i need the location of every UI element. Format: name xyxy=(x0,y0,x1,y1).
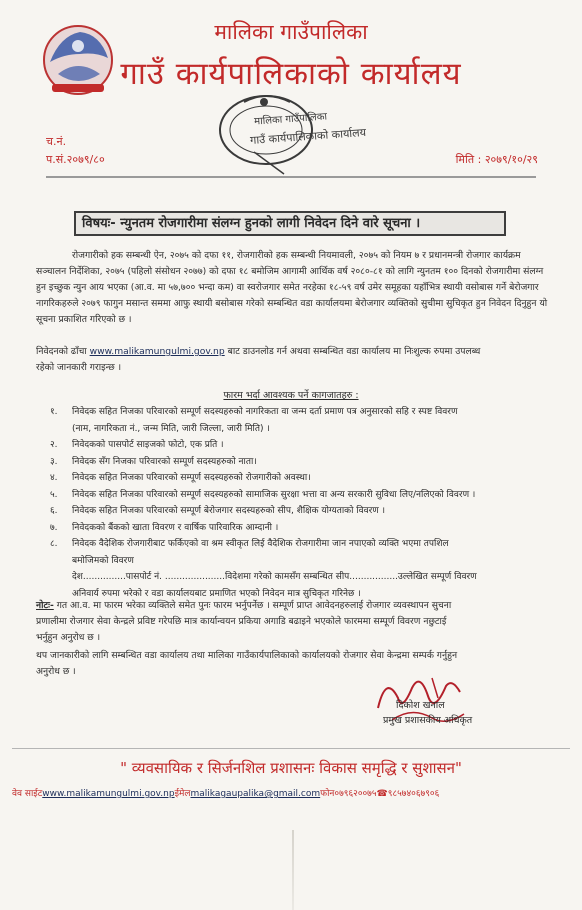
list-heading: फारम भर्दा आवश्यक पर्ने कागजातहरु : xyxy=(223,390,359,401)
note-line-1 xyxy=(36,598,451,614)
download-suffix: बाट डाउनलोड गर्न अथवा सम्बन्धित वडा कार्यालय मा निःशुल्क रुपमा उपलब्ध xyxy=(227,346,481,357)
footer-divider xyxy=(12,748,570,749)
website-label: वेव साईट xyxy=(12,789,43,799)
requirement-item xyxy=(50,454,546,471)
requirements-list xyxy=(50,404,546,602)
requirement-text: बमोजिमको विवरण xyxy=(72,555,134,566)
requirement-item xyxy=(50,437,546,454)
requirement-number: ७. xyxy=(50,522,58,533)
footer-contacts xyxy=(12,786,439,799)
signatory-name: दिकोश खनाल xyxy=(396,700,445,711)
requirement-number: ४. xyxy=(50,473,58,483)
stamp-line-1: मालिका गाउँपालिका xyxy=(253,111,328,128)
contact-line-1: थप जानकारीको लागि सम्बन्धित वडा कार्यालय तथा मालिका गाउँकार्यपालिकाको कार्यालयको रोजगार सेवा केन्द्रमा सम्पर्क गर्नुहुन xyxy=(36,650,458,661)
email-label: ईमेल xyxy=(174,789,191,799)
requirement-item xyxy=(50,520,546,537)
requirement-item xyxy=(50,404,546,421)
requirement-text: निवेदक वैदेशिक रोजगारीबाट फर्किएको वा श्रम स्वीकृत लिई वैदेशिक रोजगारीमा जान नपाएको व्यक्ति भएमा तपशिल xyxy=(72,539,449,549)
requirement-text: निवेदकको बैंकको खाता विवरण र वार्षिक पारिवारिक आम्दानी । xyxy=(72,522,279,533)
phone-label: फोन xyxy=(320,789,335,799)
requirement-item xyxy=(50,569,546,586)
requirement-text: निवेदक सहित निजका परिवारको सम्पूर्ण सदस्यहरुको नागरिकता वा जन्म दर्ता प्रमाण पत्र अनुसारको सहि र स्पष्ट विवरण xyxy=(72,407,458,417)
municipality-name: मालिका गाउँपालिका xyxy=(214,20,368,44)
requirement-item xyxy=(50,503,546,520)
requirement-item xyxy=(50,536,546,553)
requirement-number: ६. xyxy=(50,506,58,516)
footer-email-link[interactable]: malikagaupalika@gmail.com xyxy=(190,789,321,799)
phone-number-2: ९८५७४०६७९०६ xyxy=(387,789,440,799)
requirement-text: देश...............पासपोर्ट नं. .....................विदेशमा गरेको कामसँग सम्बन्धित सीप.................उल्लेखित सम्पूर्ण विवरण xyxy=(72,572,477,582)
requirement-text: निवेदक सँग निजका परिवारको सम्पूर्ण सदस्यहरुको नाता। xyxy=(72,456,257,467)
body-paragraph xyxy=(36,248,548,328)
office-name: गाउँ कार्यपालिकाको कार्यालय xyxy=(120,56,462,92)
note-label: नोटः- xyxy=(36,600,54,611)
requirement-item xyxy=(50,421,546,438)
requirement-number: १. xyxy=(50,407,58,417)
requirement-number: ८. xyxy=(50,539,58,549)
download-line-2: रहेको जानकारी गराइन्छ । xyxy=(36,362,122,373)
requirement-text: अनिवार्य रुपमा भरेको र वडा कार्यालयबाट प्रमाणित भएको निवेदन मात्र सुचिकृत गरिनेछ । xyxy=(72,588,361,599)
note-line-2: प्रणालीमा रोजगार सेवा केन्द्रले प्रविष्ट गरेपछि मात्र कार्यान्वयन प्रकिया अगाडि बढाइने भएकोले फारममा सम्पूर्ण विवरण नछुटाई xyxy=(36,616,447,627)
requirement-number: २. xyxy=(50,440,58,450)
requirement-item xyxy=(50,553,546,570)
patra-sankhya: प.सं.२०७९/८० xyxy=(46,153,105,166)
motto: " व्यवसायिक र सिर्जनशिल प्रशासनः विकास समृद्धि र सुशासन" xyxy=(120,759,462,777)
phone-icon: ☎ xyxy=(376,789,388,799)
phone-number: ०७९६२००७५ xyxy=(334,789,377,799)
footer-website-link[interactable]: www.malikamungulmi.gov.np xyxy=(42,789,175,799)
download-prefix: निवेदनको ढाँचा xyxy=(36,346,87,357)
requirement-item xyxy=(50,487,546,504)
requirement-number xyxy=(50,569,72,586)
requirement-number: ५. xyxy=(50,489,58,500)
contact-line-2: अनुरोध छ । xyxy=(36,666,76,677)
requirement-number xyxy=(50,421,72,438)
requirement-text: निवेदक सहित निजका परिवारको सम्पूर्ण सदस्यहरुको रोजगारीको अवस्था। xyxy=(72,473,311,483)
subject-box: विषयः- न्युनतम रोजगारीमा संलग्न हुनको लागी निवेदन दिने वारे सूचना । xyxy=(74,211,506,236)
requirement-text: निवेदक सहित निजका परिवारको सम्पूर्ण बेरोजगार सदस्यहरुको सीप, शैक्षिक योग्यताको विवरण । xyxy=(72,506,386,516)
requirement-number xyxy=(50,553,72,570)
paper-fold xyxy=(292,830,294,910)
requirement-number: ३. xyxy=(50,456,58,467)
requirement-text: निवेदकको पासपोर्ट साइजको फोटो, एक प्रति । xyxy=(72,440,224,450)
requirement-text: (नाम, नागरिकता नं., जन्म मिति, जारी जिल्ला, जारी मिति) । xyxy=(72,423,270,434)
cha-number: च.नं. xyxy=(46,135,67,148)
website-link[interactable]: www.malikamungulmi.gov.np xyxy=(89,346,225,357)
stamp-line-2: गाउँ कार्यपालिकाको कार्यालय xyxy=(249,125,367,148)
signatory-title: प्रमुख प्रशासकीय अधिकृत xyxy=(383,715,473,726)
date: मिति : २०७९/१०/२९ xyxy=(455,153,538,166)
note-text-1: गत आ.व. मा फारम भरेका व्यक्तिले समेत पुनः फारम भर्नुपर्नेछ । सम्पूर्ण प्राप्त आवेदनहरुलाई रोजगार व्यवस्थापन सुचना xyxy=(56,600,452,611)
paragraph-text: रोजगारीको हक सम्बन्धी ऐन, २०७५ को दफा ११, रोजगारीको हक सम्बन्धी नियमावली, २०७५ को नियम ७ र प्रधानमन्त्री रोजगार कार्यक्रम सञ्चालन निर्देशिका, २०७५ (पहिलो संसोधन २०७७) को दफा १८ बमोजिम आगामी आर्थिक वर्ष २०८०-८१ को लागि न्युनतम १०० दिनको रोजगारीमा संलग्न हुन इच्छुक न्युन आय भएका (आ.व. मा ५७,७०० भन्दा कम) वा स्वरोजगार समेत नरहेका १८-५९ वर्ष उमेर समूहका यहाँभित्र स्थायी वसोबास गर्ने बेरोजगार नागरिकहरुले २०७९ फागुन मसान्त सममा आफु स्थायी बसोबास गरेको सम्बन्धित वडा कार्यालयमा बेरोजगार व्यक्तिको सुचीमा सुचिकृत हुन निवेदन दिनुहुन यो सूचना प्रकाशित गरिएको छ । xyxy=(36,250,548,325)
requirement-text: निवेदक सहित निजका परिवारको सम्पूर्ण सदस्यहरुको सामाजिक सुरक्षा भत्ता वा अन्य सरकारी सुविधा लिए/नलिएको विवरण । xyxy=(72,489,476,500)
requirement-item xyxy=(50,470,546,487)
header-divider xyxy=(46,176,536,178)
note-line-3: भर्नुहुन अनुरोध छ । xyxy=(36,632,101,643)
download-line xyxy=(36,344,480,360)
